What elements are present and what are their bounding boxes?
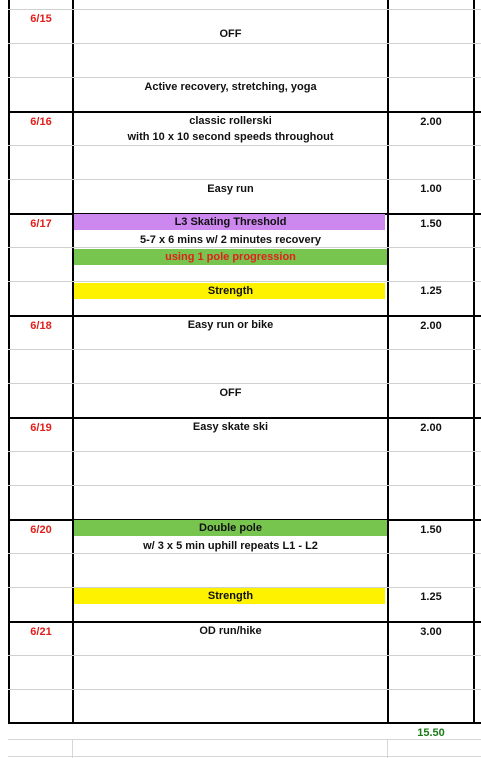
row-line — [8, 179, 481, 180]
day-separator — [8, 111, 481, 113]
workout-description: Active recovery, stretching, yoga — [144, 81, 317, 93]
hours-cell: 1.00 — [420, 183, 442, 195]
workout-description: Double pole — [199, 522, 262, 534]
row-line — [8, 485, 481, 486]
gridline — [8, 739, 481, 740]
workout-description: OD run/hike — [199, 625, 262, 637]
row-line — [8, 145, 481, 146]
hours-column-divider — [387, 0, 389, 724]
hours-cell: 3.00 — [420, 626, 442, 638]
date-cell: 6/16 — [30, 116, 52, 128]
workout-description: Easy run or bike — [187, 319, 274, 331]
workout-description-detail: with 10 x 10 second speeds throughout — [127, 131, 334, 143]
gridline — [72, 739, 73, 758]
table-bottom-border — [8, 722, 481, 724]
workout-description: Strength — [207, 590, 254, 602]
workout-description: Easy skate ski — [192, 421, 269, 433]
row-line — [8, 43, 481, 44]
gridline — [387, 739, 388, 758]
workout-description: OFF — [219, 387, 242, 399]
left-border — [8, 0, 10, 724]
day-separator — [8, 417, 481, 419]
hours-cell: 2.00 — [420, 116, 442, 128]
day-separator — [8, 315, 481, 317]
hours-cell: 1.25 — [420, 285, 442, 297]
row-line — [8, 655, 481, 656]
row-line — [8, 383, 481, 384]
workout-description-detail: w/ 3 x 5 min uphill repeats L1 - L2 — [143, 540, 318, 552]
hours-cell: 1.50 — [420, 218, 442, 230]
hours-cell: 2.00 — [420, 320, 442, 332]
row-line — [8, 281, 481, 282]
row-line — [8, 77, 481, 78]
right-border — [473, 0, 475, 724]
date-cell: 6/17 — [30, 218, 52, 230]
date-cell: 6/15 — [30, 13, 52, 25]
day-separator — [8, 621, 481, 623]
workout-description: classic rollerski — [189, 115, 272, 127]
workout-description: OFF — [219, 28, 242, 40]
date-cell: 6/18 — [30, 320, 52, 332]
workout-description-detail: 5-7 x 6 mins w/ 2 minutes recovery — [140, 234, 321, 246]
hours-cell: 2.00 — [420, 422, 442, 434]
row-line — [8, 9, 481, 10]
date-cell: 6/21 — [30, 626, 52, 638]
gridline — [8, 756, 481, 757]
date-cell: 6/20 — [30, 524, 52, 536]
workout-description: L3 Skating Threshold — [174, 216, 287, 228]
row-line — [8, 689, 481, 690]
total-hours: 15.50 — [417, 727, 445, 739]
date-cell: 6/19 — [30, 422, 52, 434]
hours-cell: 1.50 — [420, 524, 442, 536]
row-line — [8, 247, 481, 248]
date-column-divider — [72, 0, 74, 724]
workout-description: Easy run — [207, 183, 254, 195]
workout-description: Strength — [207, 285, 254, 297]
hours-cell: 1.25 — [420, 591, 442, 603]
row-line — [8, 451, 481, 452]
workout-note: using 1 pole progression — [165, 251, 296, 263]
row-line — [8, 553, 481, 554]
row-line — [8, 349, 481, 350]
